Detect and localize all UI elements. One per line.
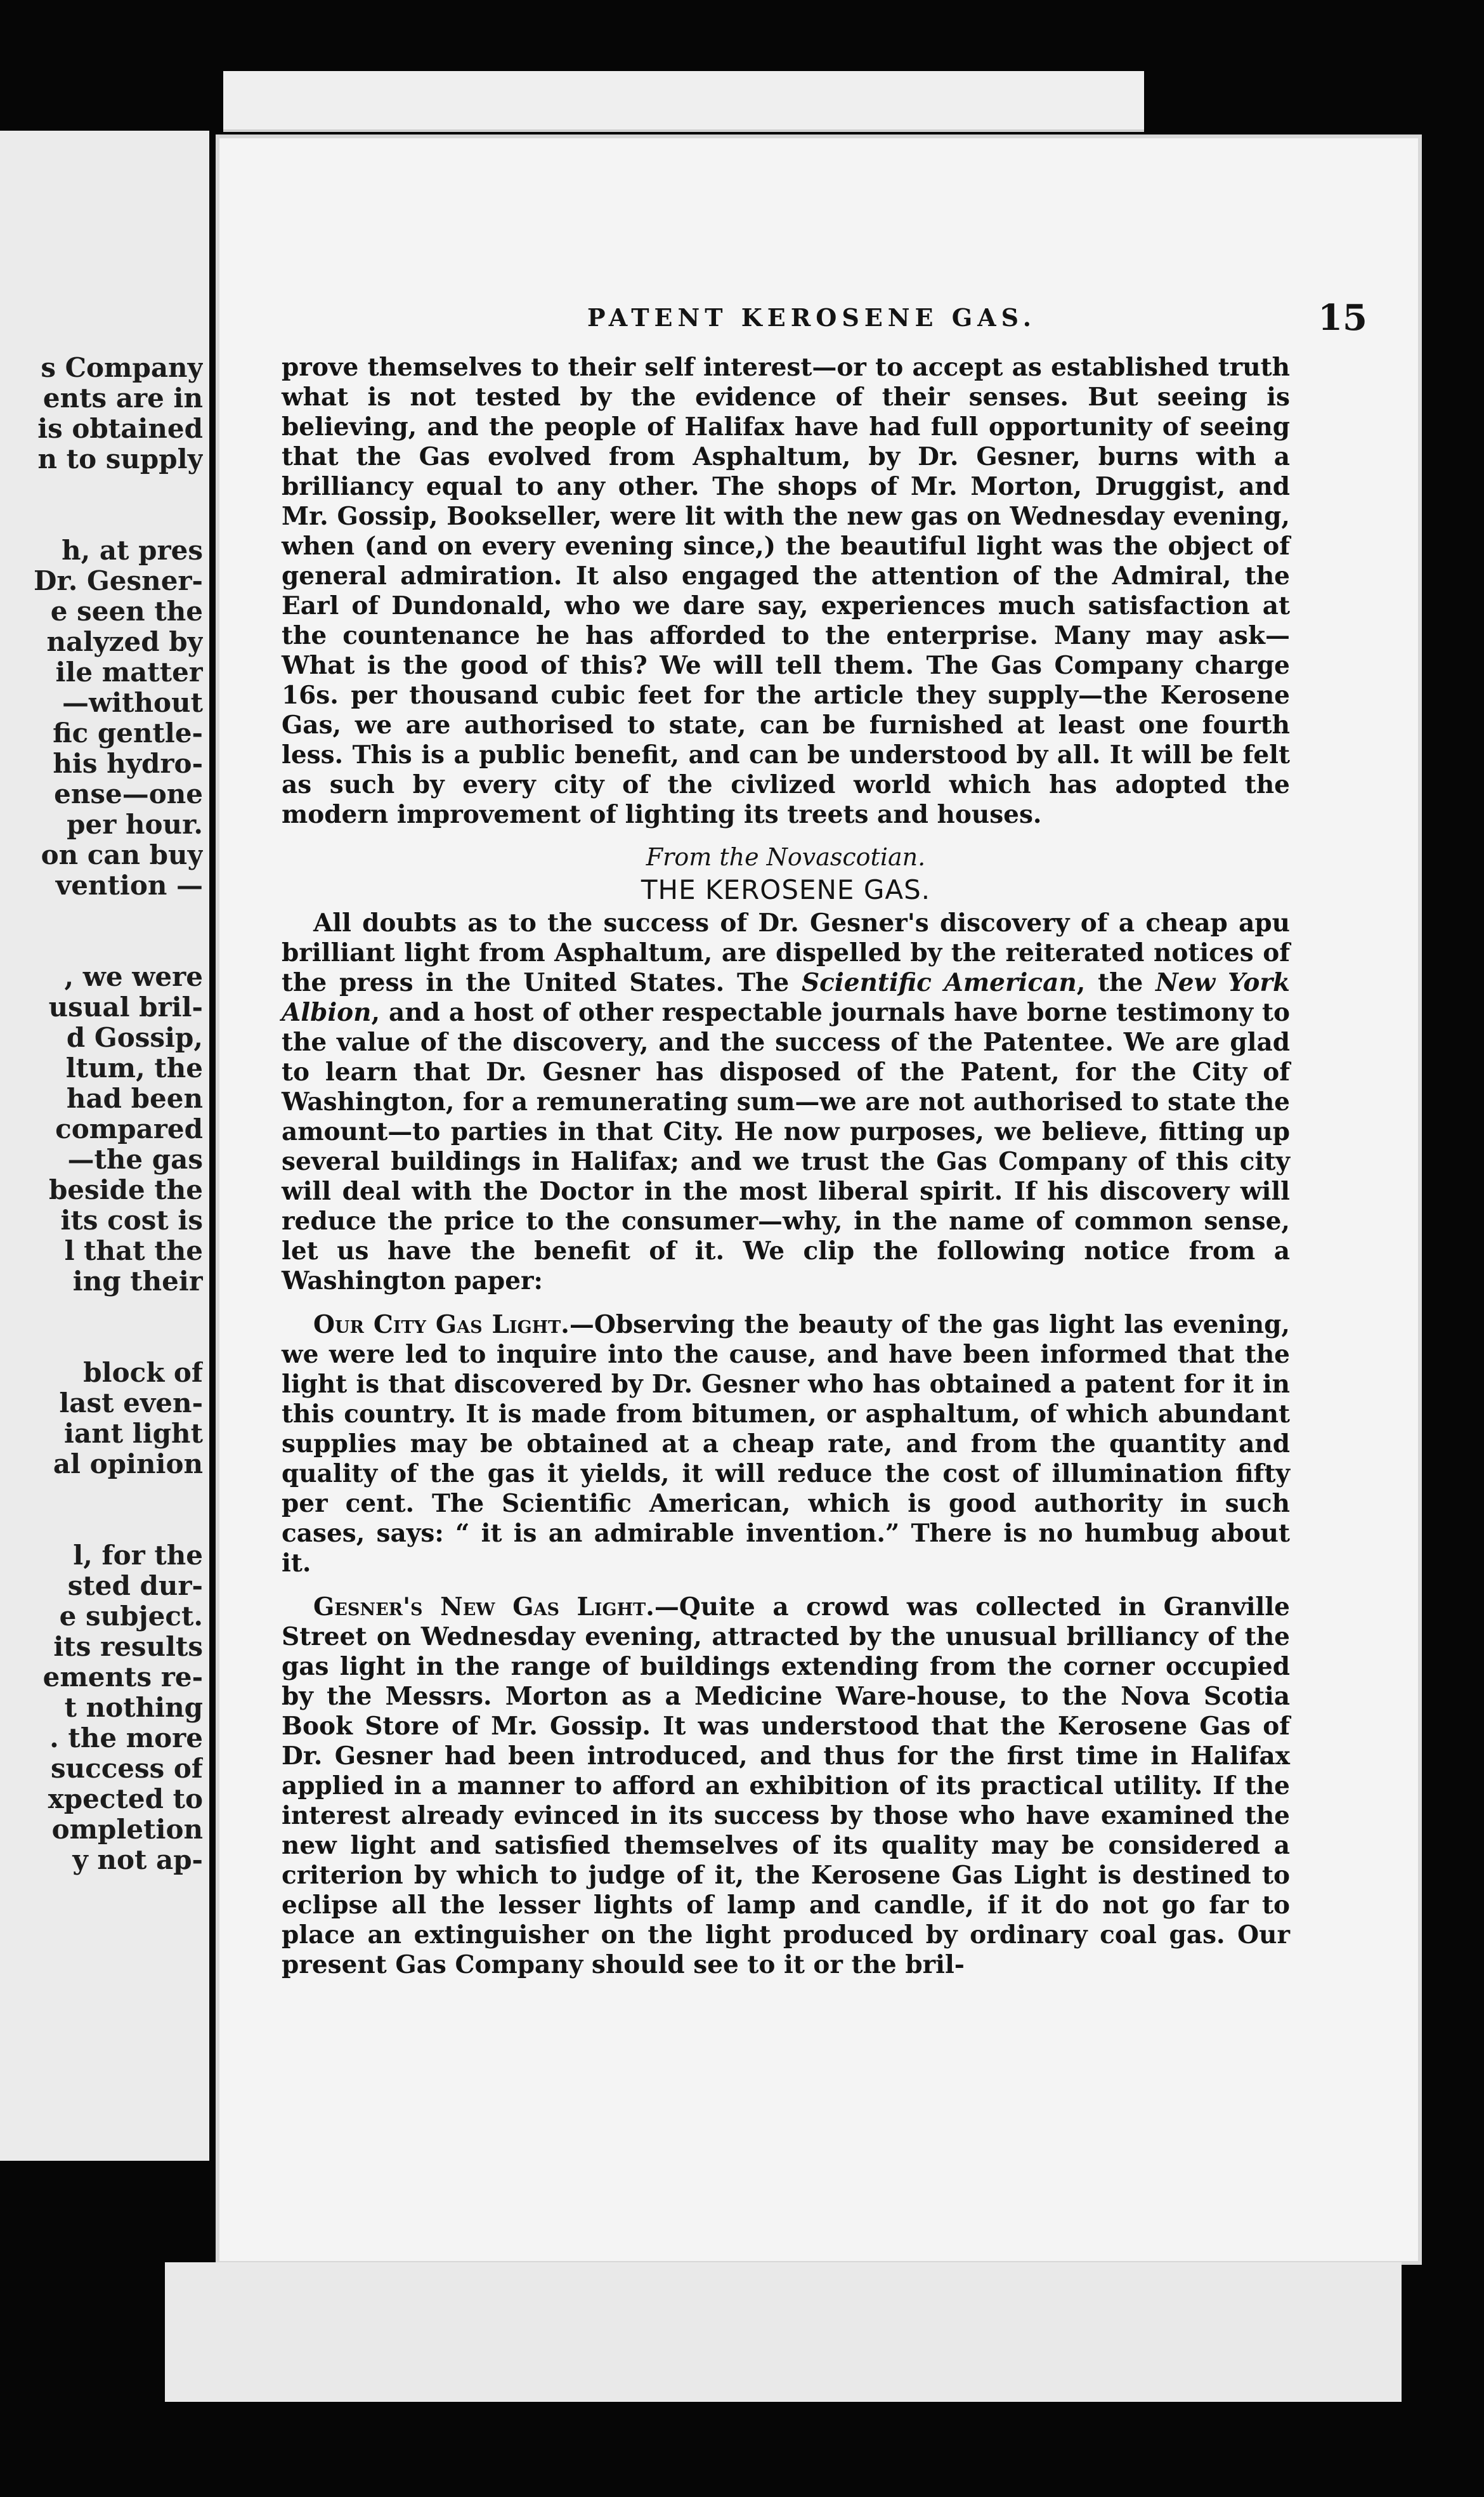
facing-page-line: ltum, the (65, 1053, 203, 1084)
facing-page-line: last even- (59, 1388, 203, 1419)
run-in-heading: Our City Gas Light. (313, 1310, 570, 1339)
facing-page-line: xpected to (48, 1784, 203, 1814)
facing-page-line: ements re- (42, 1662, 203, 1693)
facing-page-line (0, 1297, 203, 1358)
body-text (282, 353, 1290, 1980)
facing-page-line (0, 901, 203, 962)
facing-page-line: e subject. (59, 1601, 203, 1632)
facing-page-line (0, 475, 203, 535)
facing-page-line: usual bril- (48, 992, 203, 1023)
emphasis-new-york-albion: New York Albion (282, 968, 1291, 1027)
facing-page-line: ile matter (55, 657, 203, 688)
paragraph-continued: prove themselves to their self interest—or to accept as established truth what is not tested by the evidence of their senses. But seeing is believing, and the people of Halifax have had full opportunity of seeing that the Gas evolved from Asphaltum, by Dr. Gesner, burns with a brilliancy equal to any other. The shops of Mr. Morton, Druggist, and Mr. Gossip, Bookseller, were lit with the new gas on Wednesday evening, when (and on every evening since,) the beautiful light was the object of general admiration. It also engaged the attention of the Admiral, the Earl of Dundonald, who we dare say, experiences much satisfaction at the countenance he has afforded to the enterprise. Many may ask—What is the good of this? We will tell them. The Gas Company charge 16s. per thousand cubic feet for the article they supply—the Kerosene Gas, we are authorised to state, can be furnished at least one fourth less. This is a public benefit, and can be understood by all. It will be felt as such by every city of the civlized world which has adopted the modern improvement of lighting its treets and houses. (282, 353, 1290, 829)
facing-page-line: d Gossip, (66, 1023, 203, 1053)
facing-page-line: —without (62, 688, 203, 718)
facing-page-line: ense—one (54, 779, 203, 809)
facing-page-line: had been (66, 1084, 203, 1114)
facing-page-line: s Company (41, 353, 203, 383)
facing-page-line: block of (83, 1358, 203, 1388)
facing-page-line: is obtained (37, 414, 203, 444)
running-head (219, 297, 1418, 341)
facing-page-line: vention — (55, 870, 203, 901)
facing-page-line (0, 1479, 203, 1540)
page-number: 15 (1318, 297, 1367, 339)
facing-page-line: beside the (48, 1175, 203, 1205)
running-title: PATENT KEROSENE GAS. (587, 303, 1036, 332)
facing-page-line: e seen the (50, 596, 203, 627)
facing-page-line: y not ap- (72, 1845, 203, 1875)
facing-page-line: al opinion (53, 1449, 203, 1479)
facing-page-line: compared (55, 1114, 203, 1144)
facing-page-line: its results (53, 1632, 203, 1662)
facing-page-line: fic gentle- (53, 718, 203, 749)
facing-page-line: on can buy (41, 840, 203, 870)
run-in-heading: Gesner's New Gas Light. (313, 1592, 654, 1622)
facing-page-line: sted dur- (67, 1571, 203, 1601)
facing-page-line: ing their (72, 1266, 203, 1297)
page (219, 138, 1418, 2261)
facing-page-line: per hour. (67, 809, 203, 840)
top-paper-slip (223, 71, 1144, 132)
section-heading: THE KEROSENE GAS. (641, 874, 931, 905)
facing-page-line: nalyzed by (46, 627, 203, 657)
paragraph-city-gas-light: Our City Gas Light.—Observing the beauty of the gas light las evening, we were led to inquire into the cause, and have been informed that the light is that discovered by Dr. Gesner who has obtained a patent for it in this country. It is made from bitumen, or asphaltum, of which abundant supplies may be obtained at a cheap rate, and from the quantity and quality of the gas it yields, it will reduce the cost of illumination fifty per cent. The Scientific American, which is good authority in such cases, says: “ it is an admirable invention.” There is no humbug about it. (282, 1310, 1290, 1578)
facing-page-line: t nothing (64, 1693, 203, 1723)
facing-page-line: ents are in (42, 383, 203, 414)
facing-page-line: . the more (49, 1723, 203, 1753)
paragraph-kerosene-gas: All doubts as to the success of Dr. Gesner's discovery of a cheap apu brilliant light from Asphaltum, are dispelled by the reiterated notices of the press in the United States. The Scientific American, the New York Albion, and a host of other respectable journals have borne testimony to the value of the discovery, and the success of the Patentee. We are glad to learn that Dr. Gesner has disposed of the Patent, for the City of Washington, for a remunerating sum—we are not authorised to state the amount—to parties in that City. He now purposes, we believe, fitting up several buildings in Halifax; and we trust the Gas Company of this city will deal with the Doctor in the most liberal spirit. If his discovery will reduce the price to the consumer—why, in the name of common sense, let us have the benefit of it. We clip the following notice from a Washington paper: (282, 908, 1291, 1295)
emphasis-scientific-american: Scientific American (802, 968, 1077, 997)
facing-page-line: ompletion (51, 1814, 203, 1845)
facing-page-line: success of (50, 1753, 203, 1784)
facing-page-line: his hydro- (53, 749, 203, 779)
paragraph-gesner-new-gas-light: Gesner's New Gas Light.—Quite a crowd was collected in Granville Street on Wednesday evening, attracted by the unusual brilliancy of the gas light in the range of buildings extending from the corner occupied by the Messrs. Morton as a Medicine Ware-house, to the Nova Scotia Book Store of Mr. Gossip. It was understood that the Kerosene Gas of Dr. Gesner had been introduced, and thus for the first time in Halifax applied in a manner to afford an exhibition of its practical utility. If the interest already evinced in its success by those who have examined the new light and satisfied themselves of its quality may be considered a criterion by which to judge of it, the Kerosene Gas Light is destined to eclipse all the lesser lights of lamp and candle, if it do not go far to place an extinguisher on the light produced by ordinary coal gas. Our present Gas Company should see to it or the bril- (282, 1592, 1290, 1979)
facing-page-line: —the gas (67, 1144, 203, 1175)
facing-page-line: n to supply (37, 444, 203, 475)
facing-page-line: its cost is (60, 1205, 203, 1236)
facing-page-line: l, for the (73, 1540, 203, 1571)
source-attribution: From the Novascotian. (646, 843, 926, 871)
facing-page-line: l that the (64, 1236, 203, 1266)
facing-page-line: Dr. Gesner- (34, 566, 203, 596)
facing-page-line: h, at pres (62, 535, 203, 566)
bottom-paper-slip (165, 2262, 1402, 2402)
facing-page-line: , we were (64, 962, 203, 992)
facing-page-line: iant light (64, 1419, 203, 1449)
facing-page-text (0, 353, 203, 1875)
facing-page-fragment (0, 131, 209, 2161)
